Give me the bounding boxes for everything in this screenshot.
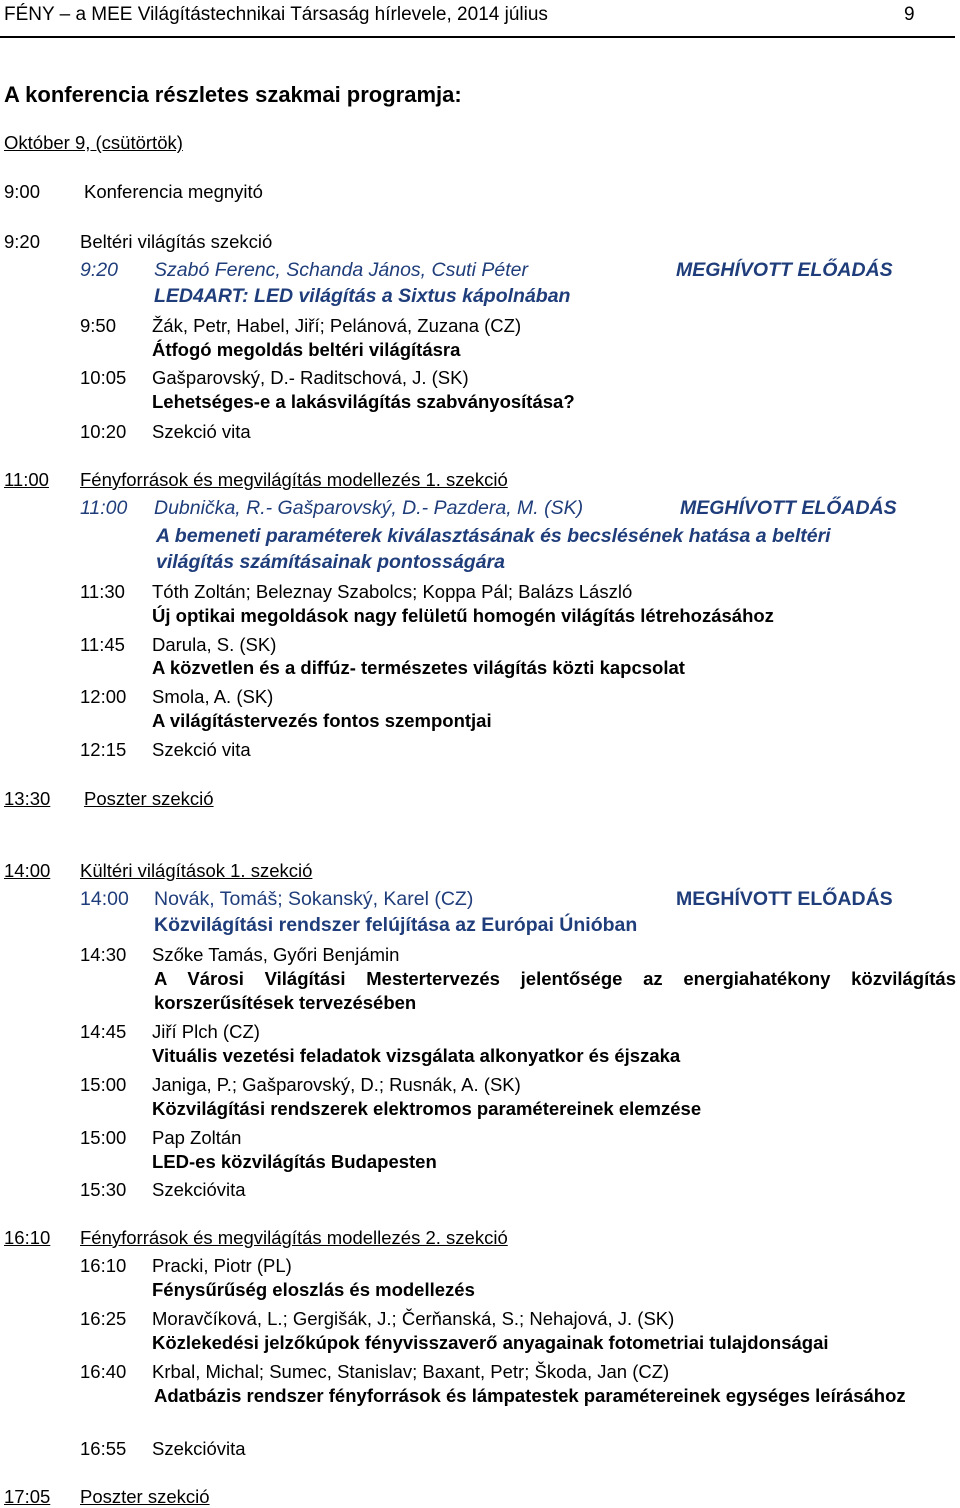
invited-badge: MEGHÍVOTT ELŐADÁS — [680, 497, 897, 519]
talk-authors: Smola, A. (SK) — [152, 686, 274, 707]
session-title: Beltéri világítás szekció — [80, 231, 273, 252]
talk-time: 15:30 — [80, 1179, 127, 1200]
talk-time: 11:45 — [80, 634, 125, 655]
talk-title: A közvetlen és a diffúz- természetes világítás közti kapcsolat — [152, 657, 685, 678]
talk-time: 11:30 — [80, 581, 125, 602]
session-title: Poszter szekció — [80, 1486, 210, 1507]
talk-authors: Žák, Petr, Habel, Jiří; Pelánová, Zuzana (CZ) — [152, 315, 522, 336]
session-time: 9:20 — [4, 231, 41, 252]
talk-title: A Városi Világítási Mestertervezés jelentősége az energiahatékony közvilágítás korszerűsítések tervezésében — [154, 968, 956, 1013]
talk-time: 16:10 — [80, 1255, 127, 1276]
talk-authors: Jiří Plch (CZ) — [152, 1021, 260, 1042]
talk-authors: Pap Zoltán — [152, 1127, 242, 1148]
talk-title: Fénysűrűség eloszlás és modellezés — [152, 1279, 475, 1300]
day-heading: Október 9, (csütörtök) — [4, 132, 183, 153]
session-title: Fényforrások és megvilágítás modellezés 2. szekció — [80, 1227, 508, 1248]
talk-time: 16:40 — [80, 1361, 127, 1382]
session-discussion: Szekció vita — [152, 739, 251, 760]
talk-authors: Krbal, Michal; Sumec, Stanislav; Baxant, Petr; Škoda, Jan (CZ) — [152, 1361, 670, 1382]
session-title: Poszter szekció — [84, 788, 214, 809]
talk-authors: Novák, Tomáš; Sokanský, Karel (CZ) — [154, 888, 474, 910]
talk-title-continued: világítás számításainak pontosságára — [156, 551, 505, 573]
talk-time: 16:55 — [80, 1438, 127, 1459]
talk-authors: Moravčíková, L.; Gergišák, J.; Čerňanská, S.; Nehajová, J. (SK) — [152, 1308, 675, 1329]
session-discussion: Szekció vita — [152, 421, 251, 442]
talk-title: A bemeneti paraméterek kiválasztásának és becslésének hatása a beltéri — [156, 525, 831, 547]
talk-title: LED4ART: LED világítás a Sixtus kápolnában — [154, 285, 571, 307]
talk-time: 15:00 — [80, 1127, 127, 1148]
session-time: 13:30 — [4, 788, 51, 809]
talk-title: Lehetséges-e a lakásvilágítás szabványosítása? — [152, 391, 575, 412]
talk-time: 12:15 — [80, 739, 127, 760]
talk-time: 10:05 — [80, 367, 127, 388]
talk-title: Közvilágítási rendszerek elektromos paramétereinek elemzése — [152, 1098, 702, 1119]
invited-badge: MEGHÍVOTT ELŐADÁS — [676, 888, 893, 910]
talk-title: Átfogó megoldás beltéri világításra — [152, 339, 461, 360]
page-title: A konferencia részletes szakmai programja: — [4, 82, 462, 107]
talk-authors: Dubnička, R.- Gašparovský, D.- Pazdera, M. (SK) — [154, 497, 584, 519]
session-title: Kültéri világítások 1. szekció — [80, 860, 313, 881]
talk-authors: Darula, S. (SK) — [152, 634, 277, 655]
talk-authors: Tóth Zoltán; Beleznay Szabolcs; Koppa Pál; Balázs László — [152, 581, 633, 602]
newsletter-header: FÉNY – a MEE Világítástechnikai Társaság hírlevele, 2014 július — [4, 4, 548, 25]
talk-time: 11:00 — [80, 497, 128, 519]
talk-time: 14:45 — [80, 1021, 127, 1042]
talk-time: 12:00 — [80, 686, 127, 707]
page-number: 9 — [904, 4, 915, 25]
talk-authors: Janiga, P.; Gašparovský, D.; Rusnák, A. (SK) — [152, 1074, 521, 1095]
session-title: Fényforrások és megvilágítás modellezés 1. szekció — [80, 469, 508, 490]
talk-time: 14:30 — [80, 944, 127, 965]
session-discussion: Szekcióvita — [152, 1438, 246, 1459]
header-divider — [0, 36, 955, 38]
talk-time: 16:25 — [80, 1308, 127, 1329]
talk-authors: Pracki, Piotr (PL) — [152, 1255, 292, 1276]
talk-time: 9:50 — [80, 315, 117, 336]
talk-time: 10:20 — [80, 421, 127, 442]
talk-title: Adatbázis rendszer fényforrások és lámpatestek paramétereinek egységes leírásához — [154, 1385, 906, 1406]
talk-title: Közvilágítási rendszer felújítása az Európai Únióban — [154, 914, 638, 936]
talk-title: Közlekedési jelzőkúpok fényvisszaverő anyagainak fotometriai tulajdonságai — [152, 1332, 829, 1353]
talk-time: 15:00 — [80, 1074, 127, 1095]
talk-title: Vituális vezetési feladatok vizsgálata alkonyatkor és éjszaka — [152, 1045, 681, 1066]
talk-authors: Szabó Ferenc, Schanda János, Csuti Péter — [154, 259, 528, 281]
session-time: 17:05 — [4, 1486, 51, 1507]
session-title: Konferencia megnyitó — [84, 181, 263, 202]
talk-time: 9:20 — [80, 259, 118, 281]
session-time: 14:00 — [4, 860, 51, 881]
session-time: 16:10 — [4, 1227, 51, 1248]
invited-badge: MEGHÍVOTT ELŐADÁS — [676, 259, 893, 281]
talk-title: Új optikai megoldások nagy felületű homogén világítás létrehozásához — [152, 605, 774, 626]
talk-title: A világítástervezés fontos szempontjai — [152, 710, 492, 731]
talk-title: LED-es közvilágítás Budapesten — [152, 1151, 437, 1172]
session-time: 9:00 — [4, 181, 41, 202]
session-discussion: Szekcióvita — [152, 1179, 246, 1200]
talk-authors: Gašparovský, D.- Raditschová, J. (SK) — [152, 367, 469, 388]
talk-authors: Szőke Tamás, Győri Benjámin — [152, 944, 400, 965]
talk-time: 14:00 — [80, 888, 129, 910]
session-time: 11:00 — [4, 469, 49, 490]
